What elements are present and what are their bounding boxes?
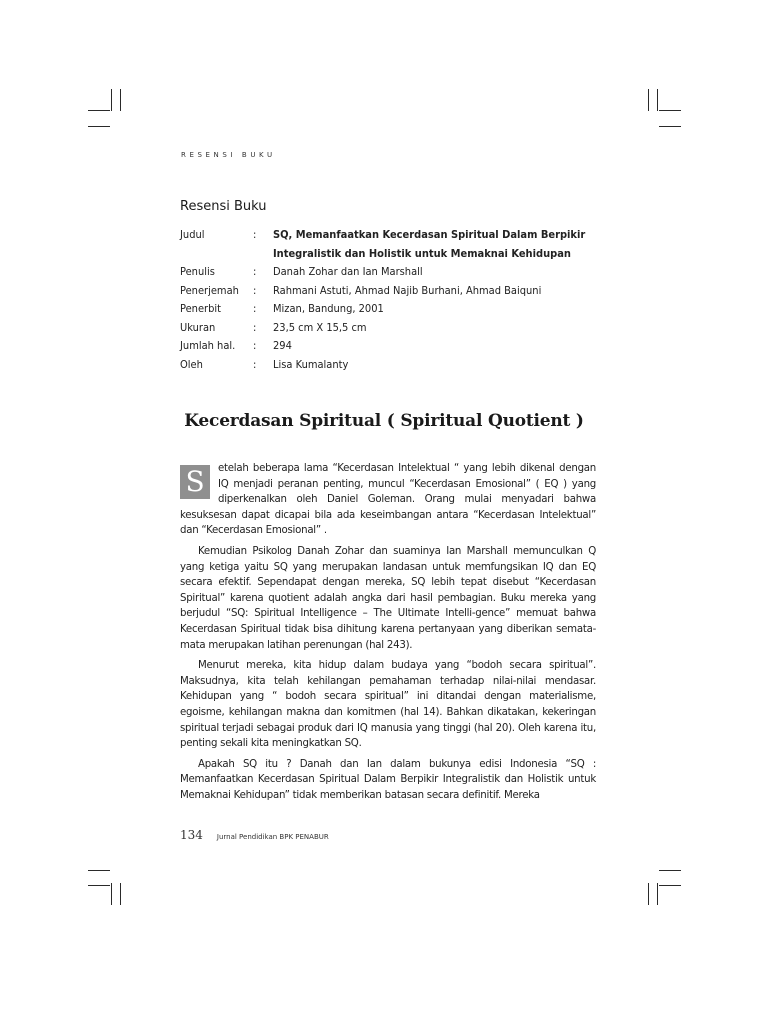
detail-label: Penerbit [180, 302, 222, 315]
book-detail-row-title [180, 226, 600, 263]
crop-mark [120, 89, 121, 111]
detail-colon: : [253, 339, 257, 352]
detail-value: 294 [273, 339, 292, 352]
crop-mark [659, 885, 681, 886]
detail-value: Danah Zohar dan Ian Marshall [273, 265, 423, 278]
detail-value: SQ, Memanfaatkan Kecerdasan Spiritual Dalam Berpikir Integralistik dan Holistik untuk Memaknai Kehidupan [273, 228, 586, 260]
detail-label: Penulis [180, 265, 215, 278]
journal-name: Jurnal Pendidikan BPK PENABUR [216, 833, 329, 841]
detail-value: Lisa Kumalanty [273, 357, 349, 371]
book-detail-row-reviewer [180, 356, 600, 375]
crop-mark [657, 883, 658, 905]
crop-mark [659, 870, 681, 871]
detail-label: Judul [180, 228, 205, 241]
detail-colon: : [253, 302, 257, 315]
detail-colon: : [253, 265, 257, 278]
paragraph: etelah beberapa lama “Kecerdasan Intelektual “ yang lebih dikenal dengan IQ menjadi peranan penting, muncul “Kecerdasan Emosional” ( EQ ) yang diperkenalkan oleh Daniel Goleman. Orang mulai menyadari bahwa kesuksesan dapat dicapai bila ada keseimbangan antara “Kecerdasan Intelektual” dan “Kecerdasan Emosional” . [180, 463, 596, 537]
crop-mark [648, 89, 649, 111]
detail-value: Rahmani Astuti, Ahmad Najib Burhani, Ahmad Baiquni [273, 283, 542, 297]
crop-mark [88, 110, 110, 111]
detail-colon: : [253, 357, 257, 371]
paragraph: Kemudian Psikolog Danah Zohar dan suaminya Ian Marshall memunculkan Q yang ketiga yaitu SQ yang merupakan landasan untuk memfungsikan IQ dan EQ secara efektif. Sependapat dengan mereka, SQ lebih tepat disebut “Kecerdasan Spiritual” karena quotient adalah angka dari hasil pembagian. Buku mereka yang berjudul “SQ: Spiritual Intelligence – The Ultimate Intelli-gence” memuat bahwa Kecerdasan Spiritual tidak bisa dihitung karena pertanyaan yang diberikan semata-mata merupakan latihan perenungan (hal 243). [180, 545, 596, 651]
detail-value: 23,5 cm X 15,5 cm [273, 320, 367, 334]
crop-mark [657, 89, 658, 111]
book-detail-row-publisher [180, 300, 600, 319]
crop-mark [659, 126, 681, 127]
article-body [180, 461, 596, 808]
book-detail-row-size [180, 319, 600, 338]
crop-mark [111, 883, 112, 905]
book-detail-row-author [180, 263, 600, 282]
crop-mark [111, 89, 112, 111]
detail-colon: : [253, 228, 257, 241]
crop-mark [659, 110, 681, 111]
detail-colon: : [253, 320, 257, 334]
section-title: Resensi Buku [180, 199, 267, 214]
drop-cap: S [180, 465, 210, 499]
paragraph: Apakah SQ itu ? Danah dan Ian dalam bukunya edisi Indonesia “SQ : Memanfaatkan Kecerdasan Spiritual Dalam Berpikir Integralistik dan Holistik untuk Memaknai Kehidupan” tidak memberikan batasan secara definitif. Mereka [180, 758, 596, 801]
crop-mark [88, 126, 110, 127]
book-details [180, 226, 600, 374]
detail-colon: : [253, 283, 257, 297]
detail-value: Mizan, Bandung, 2001 [273, 302, 384, 315]
paragraph: Menurut mereka, kita hidup dalam budaya yang “bodoh secara spiritual”. Maksudnya, kita telah kehilangan pemahaman terhadap nilai-nilai mendasar. Kehidupan yang “ bodoh secara spiritual” ini ditandai dengan materialisme, egoisme, kehilangan makna dan komitmen (hal 14). Bahkan dikatakan, kekeringan spiritual terjadi sebagai produk dari IQ manusia yang tinggi (hal 20). Oleh karena itu, penting sekali kita meningkatkan SQ. [180, 660, 596, 750]
detail-label: Ukuran [180, 320, 216, 334]
crop-mark [120, 883, 121, 905]
running-head: RESENSI BUKU [181, 151, 276, 159]
page-number: 134 [180, 828, 203, 842]
detail-label: Penerjemah [180, 283, 239, 297]
book-detail-row-pages [180, 337, 600, 356]
crop-mark [648, 883, 649, 905]
detail-label: Oleh [180, 357, 203, 371]
page-footer [180, 828, 329, 842]
crop-mark [88, 870, 110, 871]
article-title: Kecerdasan Spiritual ( Spiritual Quotient ) [184, 411, 584, 431]
detail-label: Jumlah hal. [180, 339, 236, 352]
book-detail-row-translator [180, 282, 600, 301]
crop-mark [88, 885, 110, 886]
